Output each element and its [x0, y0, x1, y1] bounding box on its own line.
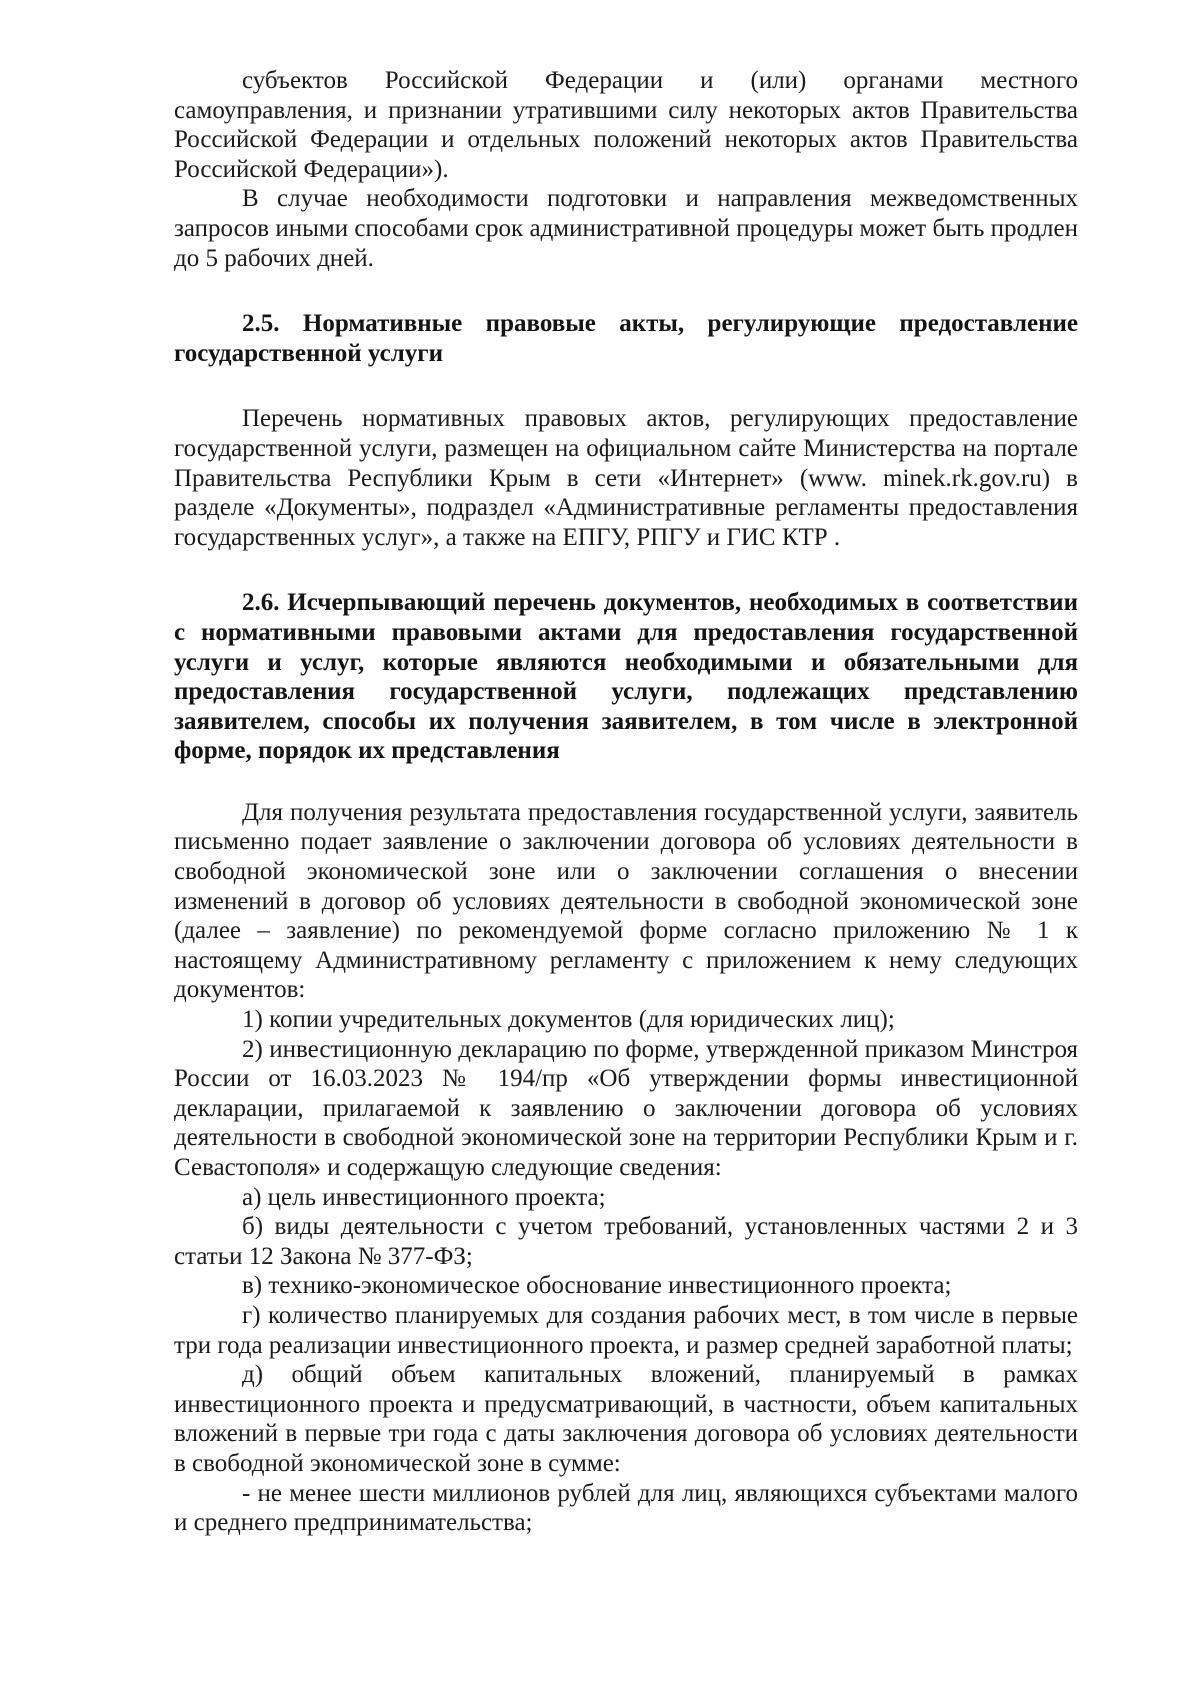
list-item-v: в) технико-экономическое обоснование инвестиционного проекта; — [242, 1272, 952, 1300]
paragraph-normative-acts: Перечень нормативных правовых актов, регулирующих предоставление государственной услуги, размещен на официальном сайте Министерства на портале Правительства Республики Крым в сети «Интернет» (www. minek.rk.gov.ru) в разделе «Документы», подраздел «Административные регламенты предоставления государственных услуг», а также на ЕПГУ, РПГУ и ГИС КТР . — [174, 405, 1078, 551]
list-item-g: г) количество планируемых для создания рабочих мест, в том числе в первые три года реализации инвестиционного проекта, и размер средней заработной платы; — [174, 1301, 1078, 1359]
list-item-1: 1) копии учредительных документов (для юридических лиц); — [242, 1006, 895, 1034]
section-heading-2-5: 2.5. Нормативные правовые акты, регулирующие предоставление государственной услуги — [174, 310, 1078, 367]
list-item-2: 2) инвестиционную декларацию по форме, утвержденной приказом Минстроя России от 16.03.2023 № 194/пр «Об утверждении формы инвестиционной декларации, прилагаемой к заявлению о заключении договора об условиях деятельности в свободной экономической зоне на территории Республики Крым и г. Севастополя» и содержащую следующие сведения: — [174, 1035, 1078, 1181]
list-item-dash: - не менее шести миллионов рублей для лиц, являющихся субъектами малого и среднего предпринимательства; — [174, 1479, 1078, 1537]
section-heading-2-6: 2.6. Исчерпывающий перечень документов, необходимых в соответствии с нормативными правовыми актами для предоставления государственной услуги и услуг, которые являются необходимыми и обязательными для предоставления государственной услуги, подлежащих представлению заявителем, способы их получения заявителем, в том числе в электронной форме, порядок их представления — [174, 589, 1078, 765]
list-item-a: а) цель инвестиционного проекта; — [242, 1183, 606, 1211]
paragraph-extension-term: В случае необходимости подготовки и направления межведомственных запросов иными способами срок административной процедуры может быть продлен до 5 рабочих дней. — [174, 185, 1078, 272]
list-item-d: д) общий объем капитальных вложений, планируемый в рамках инвестиционного проекта и предусматривающий, в частности, объем капитальных вложений в первые три года с даты заключения договора об условиях деятельности в свободной экономической зоне в сумме: — [174, 1361, 1078, 1477]
document-body — [174, 66, 1078, 1538]
paragraph-continuation: субъектов Российской Федерации и (или) органами местного самоуправления, и признании утратившими силу некоторых актов Правительства Российской Федерации и отдельных положений некоторых актов Правительства Российской Федерации»). — [174, 67, 1078, 183]
paragraph-application: Для получения результата предоставления государственной услуги, заявитель письменно подает заявление о заключении договора об условиях деятельности в свободной экономической зоне или о заключении соглашения о внесении изменений в договор об условиях деятельности в свободной экономической зоне (далее – заявление) по рекомендуемой форме согласно приложению № 1 к настоящему Административному регламенту с приложением к нему следующих документов: — [174, 798, 1078, 1004]
list-item-b: б) виды деятельности с учетом требований, установленных частями 2 и 3 статьи 12 Закона № 377-ФЗ; — [174, 1213, 1078, 1270]
